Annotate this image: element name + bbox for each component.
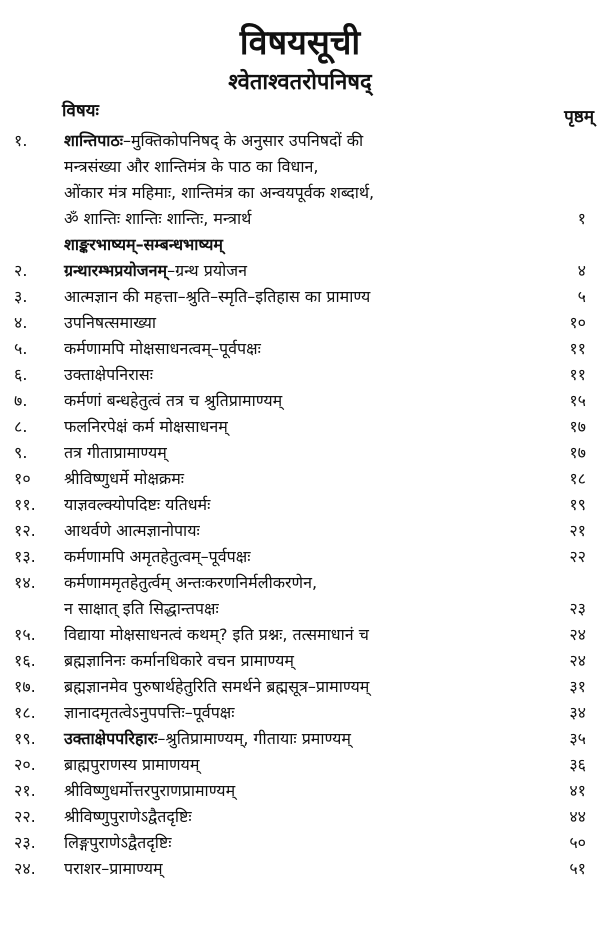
toc-entry-text (64, 752, 199, 778)
toc-entry-line (0, 284, 600, 310)
toc-entry-number: २१. (14, 781, 36, 800)
toc-entry-text (64, 414, 228, 440)
toc-page-number: ५० (569, 833, 586, 852)
toc-entry-text (64, 674, 369, 700)
toc-page-number: ३६ (569, 755, 586, 774)
toc-entry-text (64, 544, 250, 570)
toc-entry (0, 258, 600, 284)
toc-entry-text (64, 570, 317, 596)
toc-entry-line (0, 700, 600, 726)
toc-entry-line (0, 206, 600, 232)
toc-entry-text (64, 856, 163, 882)
toc-entry-text (64, 518, 200, 544)
toc-entry (0, 830, 600, 856)
toc-list (0, 128, 600, 882)
toc-entry-text (64, 492, 210, 518)
toc-entry (0, 310, 600, 336)
toc-entry (0, 284, 600, 310)
toc-entry-line (0, 544, 600, 570)
toc-entry (0, 414, 600, 440)
toc-entry-line (0, 180, 600, 206)
toc-entry-bold-text: ग्रन्थारम्भप्रयोजनम् (64, 261, 168, 280)
page-subtitle: श्वेताश्वतरोपनिषद् (228, 70, 372, 95)
toc-entry-plain-text: न साक्षात् इति सिद्धान्तपक्षः (64, 599, 219, 618)
toc-page-number: १७ (569, 443, 586, 462)
toc-entry-plain-text: कर्मणां बन्धहेतुत्वं तत्र च श्रुतिप्रामाण्यम् (64, 391, 283, 410)
toc-entry-text (64, 804, 192, 830)
toc-section-heading (0, 232, 600, 258)
toc-entry-text (64, 180, 374, 206)
toc-page-number: ११ (569, 365, 586, 384)
toc-entry (0, 570, 600, 622)
toc-entry-line (0, 440, 600, 466)
toc-entry-number: २४. (14, 859, 36, 878)
toc-entry-plain-text: श्रीविष्णुपुराणेऽद्वैतदृष्टिः (64, 807, 192, 826)
toc-entry-number: १५. (14, 625, 36, 644)
toc-entry-line (0, 466, 600, 492)
toc-entry-bold-text: शान्तिपाठः (64, 131, 123, 150)
toc-page-number: २३ (569, 599, 586, 618)
toc-entry-number: १२. (14, 521, 36, 540)
toc-entry-plain-text: पराशर–प्रामाण्यम् (64, 859, 163, 878)
toc-entry-text (64, 154, 318, 180)
toc-page-number: १७ (569, 417, 586, 436)
toc-entry (0, 336, 600, 362)
toc-entry-number: १४. (14, 573, 36, 592)
toc-entry-bold-text: शाङ्करभाष्यम्–सम्बन्धभाष्यम् (64, 235, 223, 254)
toc-page-number: २१ (569, 521, 586, 540)
toc-entry-line (0, 388, 600, 414)
toc-page-number: १५ (569, 391, 586, 410)
toc-entry-plain-text: उपनिषत्समाख्या (64, 313, 157, 332)
toc-entry-plain-text: लिङ्गपुराणेऽद्वैतदृष्टिः (64, 833, 172, 852)
toc-entry-text (64, 310, 156, 336)
toc-page-number: २४ (569, 625, 586, 644)
toc-entry-plain-text: ज्ञानादमृतत्वेऽनुपपत्तिः–पूर्वपक्षः (64, 703, 235, 722)
toc-entry-plain-text: श्रीविष्णुधर्मोत्तरपुराणप्रामाण्यम् (64, 781, 236, 800)
toc-entry-plain-text: ब्रह्मज्ञानिनः कर्मानधिकारे वचन प्रामाण्यम् (64, 651, 294, 670)
toc-page-number: ११ (569, 339, 586, 358)
toc-entry-plain-text: कर्मणाममृतहेतुर्त्वम् अन्तःकरणनिर्मलीकरणेन, (64, 573, 318, 592)
toc-entry-line (0, 856, 600, 882)
toc-entry-plain-text: –ग्रन्थ प्रयोजन (167, 261, 247, 280)
toc-entry-line (0, 726, 600, 752)
toc-page-number: ३१ (569, 677, 586, 696)
toc-entry-plain-text: उक्ताक्षेपनिरासः (64, 365, 153, 384)
toc-entry-plain-text: –श्रुतिप्रामाण्यम्, गीतायाः प्रमाण्यम् (157, 729, 351, 748)
toc-entry (0, 752, 600, 778)
toc-entry-number: १० (14, 469, 31, 488)
toc-entry-plain-text: फलनिरपेक्षं कर्म मोक्षसाधनम् (64, 417, 228, 436)
toc-entry-number: २०. (14, 755, 36, 774)
toc-entry (0, 440, 600, 466)
toc-entry-plain-text: कर्मणामपि अमृतहेतुत्वम्–पूर्वपक्षः (64, 547, 251, 566)
toc-entry-text (64, 778, 235, 804)
toc-entry-number: १९. (14, 729, 36, 748)
toc-entry-text (64, 648, 294, 674)
toc-entry-line (0, 804, 600, 830)
toc-entry (0, 778, 600, 804)
toc-entry-line (0, 674, 600, 700)
toc-entry-line (0, 154, 600, 180)
toc-entry-plain-text: ब्रह्मज्ञानमेव पुरुषार्थहेतुरिति समर्थने ब्रह्मसूत्र–प्रामाण्यम् (64, 677, 370, 696)
toc-entry-number: १. (14, 131, 28, 150)
column-heading-subject: विषयः (62, 101, 99, 121)
toc-entry-plain-text: याज्ञवल्क्योपदिष्टः यतिधर्मः (64, 495, 211, 514)
toc-entry-text (64, 336, 261, 362)
toc-entry (0, 518, 600, 544)
toc-entry-line (0, 310, 600, 336)
toc-entry-line (0, 622, 600, 648)
toc-entry-number: २२. (14, 807, 36, 826)
toc-entry-plain-text: ब्राह्मपुराणस्य प्रामाणयम् (64, 755, 200, 774)
toc-entry-number: ११. (14, 495, 36, 514)
toc-entry-bold-text: उक्ताक्षेपपरिहारः (64, 729, 158, 748)
toc-entry (0, 856, 600, 882)
toc-entry-number: ४. (14, 313, 28, 332)
toc-entry-text (64, 232, 223, 258)
toc-entry-number: १७. (14, 677, 36, 696)
toc-entry-plain-text: कर्मणामपि मोक्षसाधनत्वम्–पूर्वपक्षः (64, 339, 261, 358)
toc-page-number: ४ (577, 261, 586, 280)
toc-page-number: ४४ (569, 807, 586, 826)
toc-entry-number: ३. (14, 287, 28, 306)
toc-page-number: ३५ (569, 729, 586, 748)
toc-entry-line (0, 492, 600, 518)
toc-entry-text (64, 700, 234, 726)
toc-entry-number: ८. (14, 417, 28, 436)
toc-entry (0, 388, 600, 414)
toc-entry-plain-text: ॐ शान्तिः शान्तिः शान्तिः, मन्त्रार्थ (64, 209, 252, 228)
toc-entry-text (64, 258, 247, 284)
toc-entry (0, 622, 600, 648)
toc-entry-text (64, 622, 369, 648)
toc-entry (0, 544, 600, 570)
toc-entry-text (64, 388, 282, 414)
toc-entry-plain-text: –मुक्तिकोपनिषद् के अनुसार उपनिषदों की (122, 131, 364, 150)
toc-entry-plain-text: तत्र गीताप्रामाण्यम् (64, 443, 167, 462)
toc-entry (0, 648, 600, 674)
toc-entry (0, 128, 600, 232)
toc-page-number: १८ (569, 469, 586, 488)
toc-entry-line (0, 336, 600, 362)
toc-entry-text (64, 128, 363, 154)
toc-entry-plain-text: श्रीविष्णुधर्मे मोक्षक्रमः (64, 469, 184, 488)
toc-entry-text (64, 362, 153, 388)
toc-entry-line (0, 362, 600, 388)
toc-entry-line (0, 778, 600, 804)
toc-entry (0, 674, 600, 700)
toc-entry-plain-text: मन्त्रसंख्या और शान्तिमंत्र के पाठ का विधान, (64, 157, 319, 176)
toc-page-number: ३४ (569, 703, 586, 722)
toc-page-number: २४ (569, 651, 586, 670)
toc-entry-line (0, 752, 600, 778)
toc-entry-number: ७. (14, 391, 28, 410)
toc-entry-text (64, 596, 219, 622)
toc-entry-line (0, 258, 600, 284)
toc-entry-text (64, 466, 184, 492)
toc-entry-text (64, 726, 351, 752)
toc-entry-plain-text: आथर्वणे आत्मज्ञानोपायः (64, 521, 200, 540)
toc-entry (0, 466, 600, 492)
toc-entry-text (64, 206, 251, 232)
toc-page-number: १० (569, 313, 586, 332)
toc-entry-text (64, 284, 370, 310)
toc-entry-text (64, 440, 167, 466)
page-title: विषयसूची (239, 23, 361, 63)
toc-entry-number: ६. (14, 365, 28, 384)
toc-entry-line (0, 596, 600, 622)
toc-entry-text (64, 830, 171, 856)
toc-entry-number: १६. (14, 651, 36, 670)
toc-entry-number: २३. (14, 833, 36, 852)
toc-entry-line (0, 414, 600, 440)
toc-entry-plain-text: विद्याया मोक्षसाधनत्वं कथम्? इति प्रश्नः, तत्समाधानं च (64, 625, 369, 644)
toc-page-number: ५१ (569, 859, 586, 878)
toc-page-number: ४१ (569, 781, 586, 800)
toc-entry-line (0, 648, 600, 674)
toc-page-number: ५ (577, 287, 586, 306)
toc-entry-number: १३. (14, 547, 36, 566)
toc-entry-number: ५. (14, 339, 28, 358)
toc-entry (0, 700, 600, 726)
column-heading-page: पृष्ठम् (564, 107, 594, 127)
toc-entry-line (0, 128, 600, 154)
toc-entry (0, 804, 600, 830)
toc-entry-line (0, 570, 600, 596)
toc-entry-number: १८. (14, 703, 36, 722)
toc-entry (0, 492, 600, 518)
toc-entry-plain-text: आत्मज्ञान की महत्ता–श्रुति–स्मृति–इतिहास का प्रामाण्य (64, 287, 371, 306)
toc-entry-line (0, 830, 600, 856)
toc-entry-line (0, 232, 600, 258)
toc-page-number: १९ (569, 495, 586, 514)
toc-page-number: २२ (569, 547, 586, 566)
toc-entry-number: २. (14, 261, 28, 280)
toc-entry (0, 362, 600, 388)
toc-entry-number: ९. (14, 443, 28, 462)
toc-entry (0, 726, 600, 752)
toc-entry-line (0, 518, 600, 544)
toc-entry-plain-text: ओंकार मंत्र महिमाः, शान्तिमंत्र का अन्वयपूर्वक शब्दार्थ, (64, 183, 375, 202)
toc-page-number: १ (577, 209, 586, 228)
